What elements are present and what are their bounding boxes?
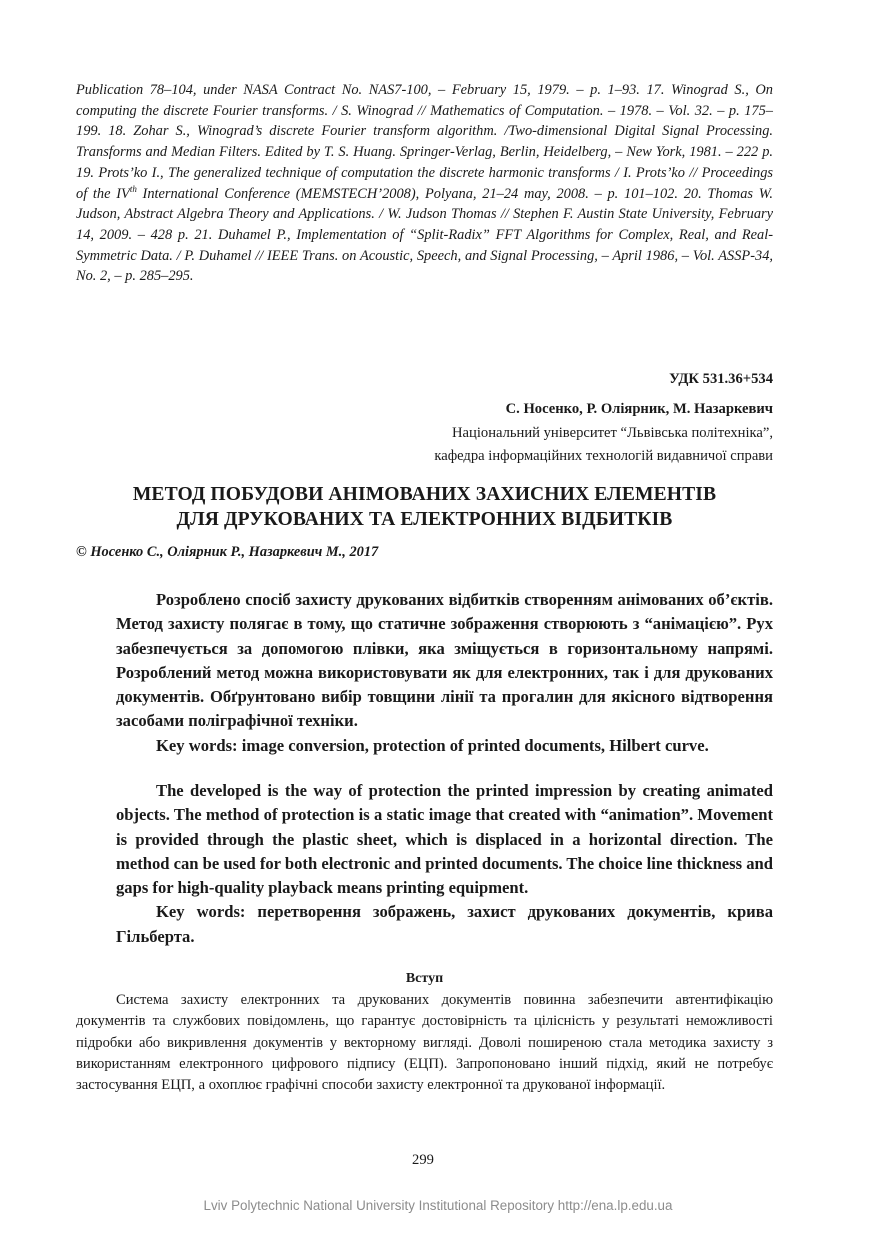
copyright: © Носенко С., Оліярник Р., Назаркевич М., 2017 — [76, 544, 379, 560]
section-heading: Вступ — [405, 971, 444, 986]
abstract-en-keywords: Key words: перетворення зображень, захист друкованих документів, крива Гільберта. — [116, 902, 773, 946]
references-text — [76, 80, 773, 287]
abstract-ukrainian — [116, 588, 773, 758]
page-number: 299 — [412, 1152, 434, 1168]
abstract-english — [116, 779, 773, 949]
affiliation-department: кафедра інформаційних технологій видавничої справи — [434, 448, 773, 464]
references-superscript: th — [129, 183, 137, 194]
udk-code: УДК 531.36+534 — [669, 371, 773, 387]
article-title — [76, 482, 773, 532]
references-part-1: Publication 78–104, under NASA Contract No. NAS7-100, – February 15, 1979. – p. 1–93. 17. Winograd S., On computing the discrete Fourier transforms. / S. Winograd // Mathematics of Computation. – 1978. – Vol. 32. – p. 175–199. 18. Zohar S., Winograd’s discrete Fourier transform algorithm. /Two-dimensional Digital Signal Processing. Transforms and Median Filters. Edited by T. S. Huang. Springer-Verlag, Berlin, Heidelberg, – New York, 1981. – 222 p. 19. Prots’ko I., The generalized technique of computation the discrete harmonic transforms / I. Prots’ko // Proceedings of the IV — [76, 82, 773, 202]
references-part-2: International Conference (MEMSTECH’2008), Polyana, 21–24 may, 2008. – p. 101–102. 20. Thomas W. Judson, Abstract Algebra Theory and Applications. / W. Judson Thomas // Stephen F. Austin State University, February 14, 2009. – 428 p. 21. Duhamel P., Implementation of “Split-Radix” FFT Algorithms for Complex, Real, and Real-Symmetric Data. / P. Duhamel // IEEE Trans. on Acoustic, Speech, and Signal Processing, – April 1986, – Vol. ASSP-34, No. 2, – p. 285–295. — [76, 185, 773, 285]
abstract-uk-text: Розроблено спосіб захисту друкованих відбитків створенням анімованих об’єктів. Метод захисту полягає в тому, що статичне зображення створюють з “анімацією”. Рух забезпечується за допомогою плівки, яка зміщується в горизонтальному напрямі. Розроблений метод можна використовувати як для електронних, так і для друкованих документів. Обґрунтовано вибір товщини лінії та прогалин для якісного відтворення засобами поліграфічної техніки. — [116, 590, 773, 731]
references-block — [76, 80, 773, 287]
title-line-1: МЕТОД ПОБУДОВИ АНІМОВАНИХ ЗАХИСНИХ ЕЛЕМЕНТІВ — [132, 484, 717, 505]
intro-paragraph: Система захисту електронних та друкованих документів повинна забезпечити автентифікацію документів та службових повідомлень, що гарантує достовірність та цілісність у результаті неможливості підробки або викривлення документів у векторному вигляді. Доволі поширеною стала методика захисту з використанням електронного цифрового підпису (ЕЦП). Запропоновано інший підхід, який не потребує застосування ЕЦП, а охоплює графічні способи захисту електронної та друкованої інформації. — [76, 992, 773, 1094]
abstract-en-text: The developed is the way of protection the printed impression by creating animated objects. The method of protection is a static image that created with “animation”. Movement is provided through the plastic sheet, which is displaced in a horizontal direction. The method can be used for both electronic and printed documents. The choice line thickness and gaps for high-quality playback means printing equipment. — [116, 781, 773, 898]
authors: С. Носенко, Р. Оліярник, М. Назаркевич — [505, 401, 773, 417]
affiliation-university: Національний університет “Львівська політехніка”, — [452, 425, 773, 441]
title-line-2: ДЛЯ ДРУКОВАНИХ ТА ЕЛЕКТРОННИХ ВІДБИТКІВ — [176, 509, 673, 530]
repository-footer: Lviv Polytechnic National University Institutional Repository http://ena.lp.edu.ua — [203, 1198, 673, 1213]
abstract-uk-keywords: Key words: image conversion, protection of printed documents, Hilbert curve. — [156, 735, 709, 755]
